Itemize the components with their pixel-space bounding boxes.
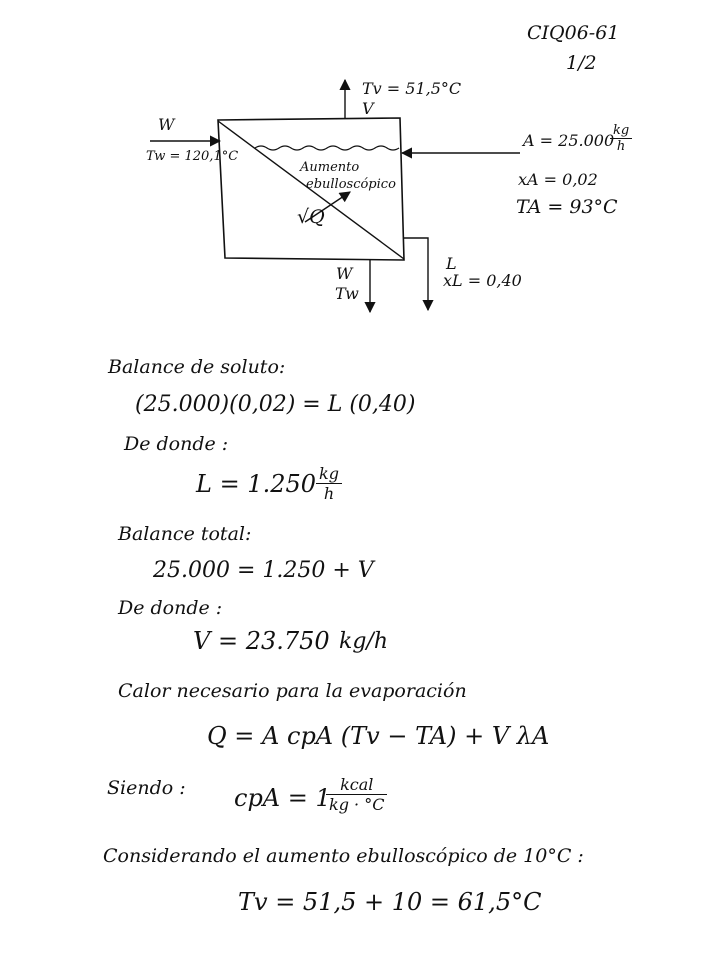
page-number: 1/2 — [566, 52, 597, 74]
liquid-level — [255, 146, 399, 150]
cp-equation: cpA = 1 — [234, 784, 331, 812]
L-unit-denominator: h — [323, 484, 335, 503]
liquid-out-label: L — [446, 254, 457, 273]
feed-unit-denominator: h — [616, 139, 626, 154]
feed-fraction-label: xA = 0,02 — [518, 170, 598, 189]
tv-final-equation: Tv = 51,5 + 10 = 61,5°C — [238, 888, 542, 916]
liquid-fraction-label: xL = 0,40 — [443, 271, 522, 290]
feed-rate-unit — [610, 123, 632, 154]
steam-in-label: W — [158, 115, 175, 134]
feed-unit-numerator: kg — [610, 123, 632, 139]
V-unit: kg/h — [339, 629, 388, 654]
feed-temp-label: TA = 93°C — [516, 196, 618, 218]
V-result: V = 23.750 — [193, 627, 330, 655]
cp-unit-numerator: kcal — [326, 775, 387, 795]
L-unit — [316, 464, 342, 503]
steam-temp-label: Tw = 120,1°C — [146, 149, 239, 164]
liquid-out-arrow — [404, 238, 428, 310]
cp-unit — [326, 775, 387, 814]
inside-label-line2: ebulloscópico — [306, 177, 396, 192]
vapor-temp-label: Tv = 51,5°C — [362, 79, 462, 98]
total-balance-equation: 25.000 = 1.250 + V — [153, 558, 374, 583]
solute-balance-equation: (25.000)(0,02) = L (0,40) — [135, 392, 416, 417]
document-code: CIQ06-61 — [527, 22, 620, 44]
siendo-label: Siendo : — [107, 777, 186, 799]
considering-line: Considerando el aumento ebulloscópico de 10°C : — [103, 845, 584, 867]
cp-unit-denominator: kg · °C — [329, 795, 385, 814]
total-balance-heading: Balance total: — [118, 523, 252, 545]
heat-equation: Q = A cpA (Tv − TA) + V λA — [207, 722, 550, 750]
vapor-symbol-label: V — [362, 99, 374, 118]
de-donde-2: De donde : — [118, 597, 223, 619]
condensate-temp-label: Tw — [335, 284, 359, 303]
solute-balance-heading: Balance de soluto: — [108, 356, 286, 378]
L-result: L = 1.250 — [196, 470, 317, 498]
feed-rate-label: A = 25.000 — [523, 131, 615, 150]
inside-label-line1: Aumento — [300, 160, 360, 175]
heat-label: √Q — [297, 206, 325, 228]
L-unit-numerator: kg — [316, 464, 342, 484]
de-donde-1: De donde : — [124, 433, 229, 455]
condensate-label: W — [336, 264, 353, 283]
heat-heading: Calor necesario para la evaporación — [118, 680, 467, 702]
